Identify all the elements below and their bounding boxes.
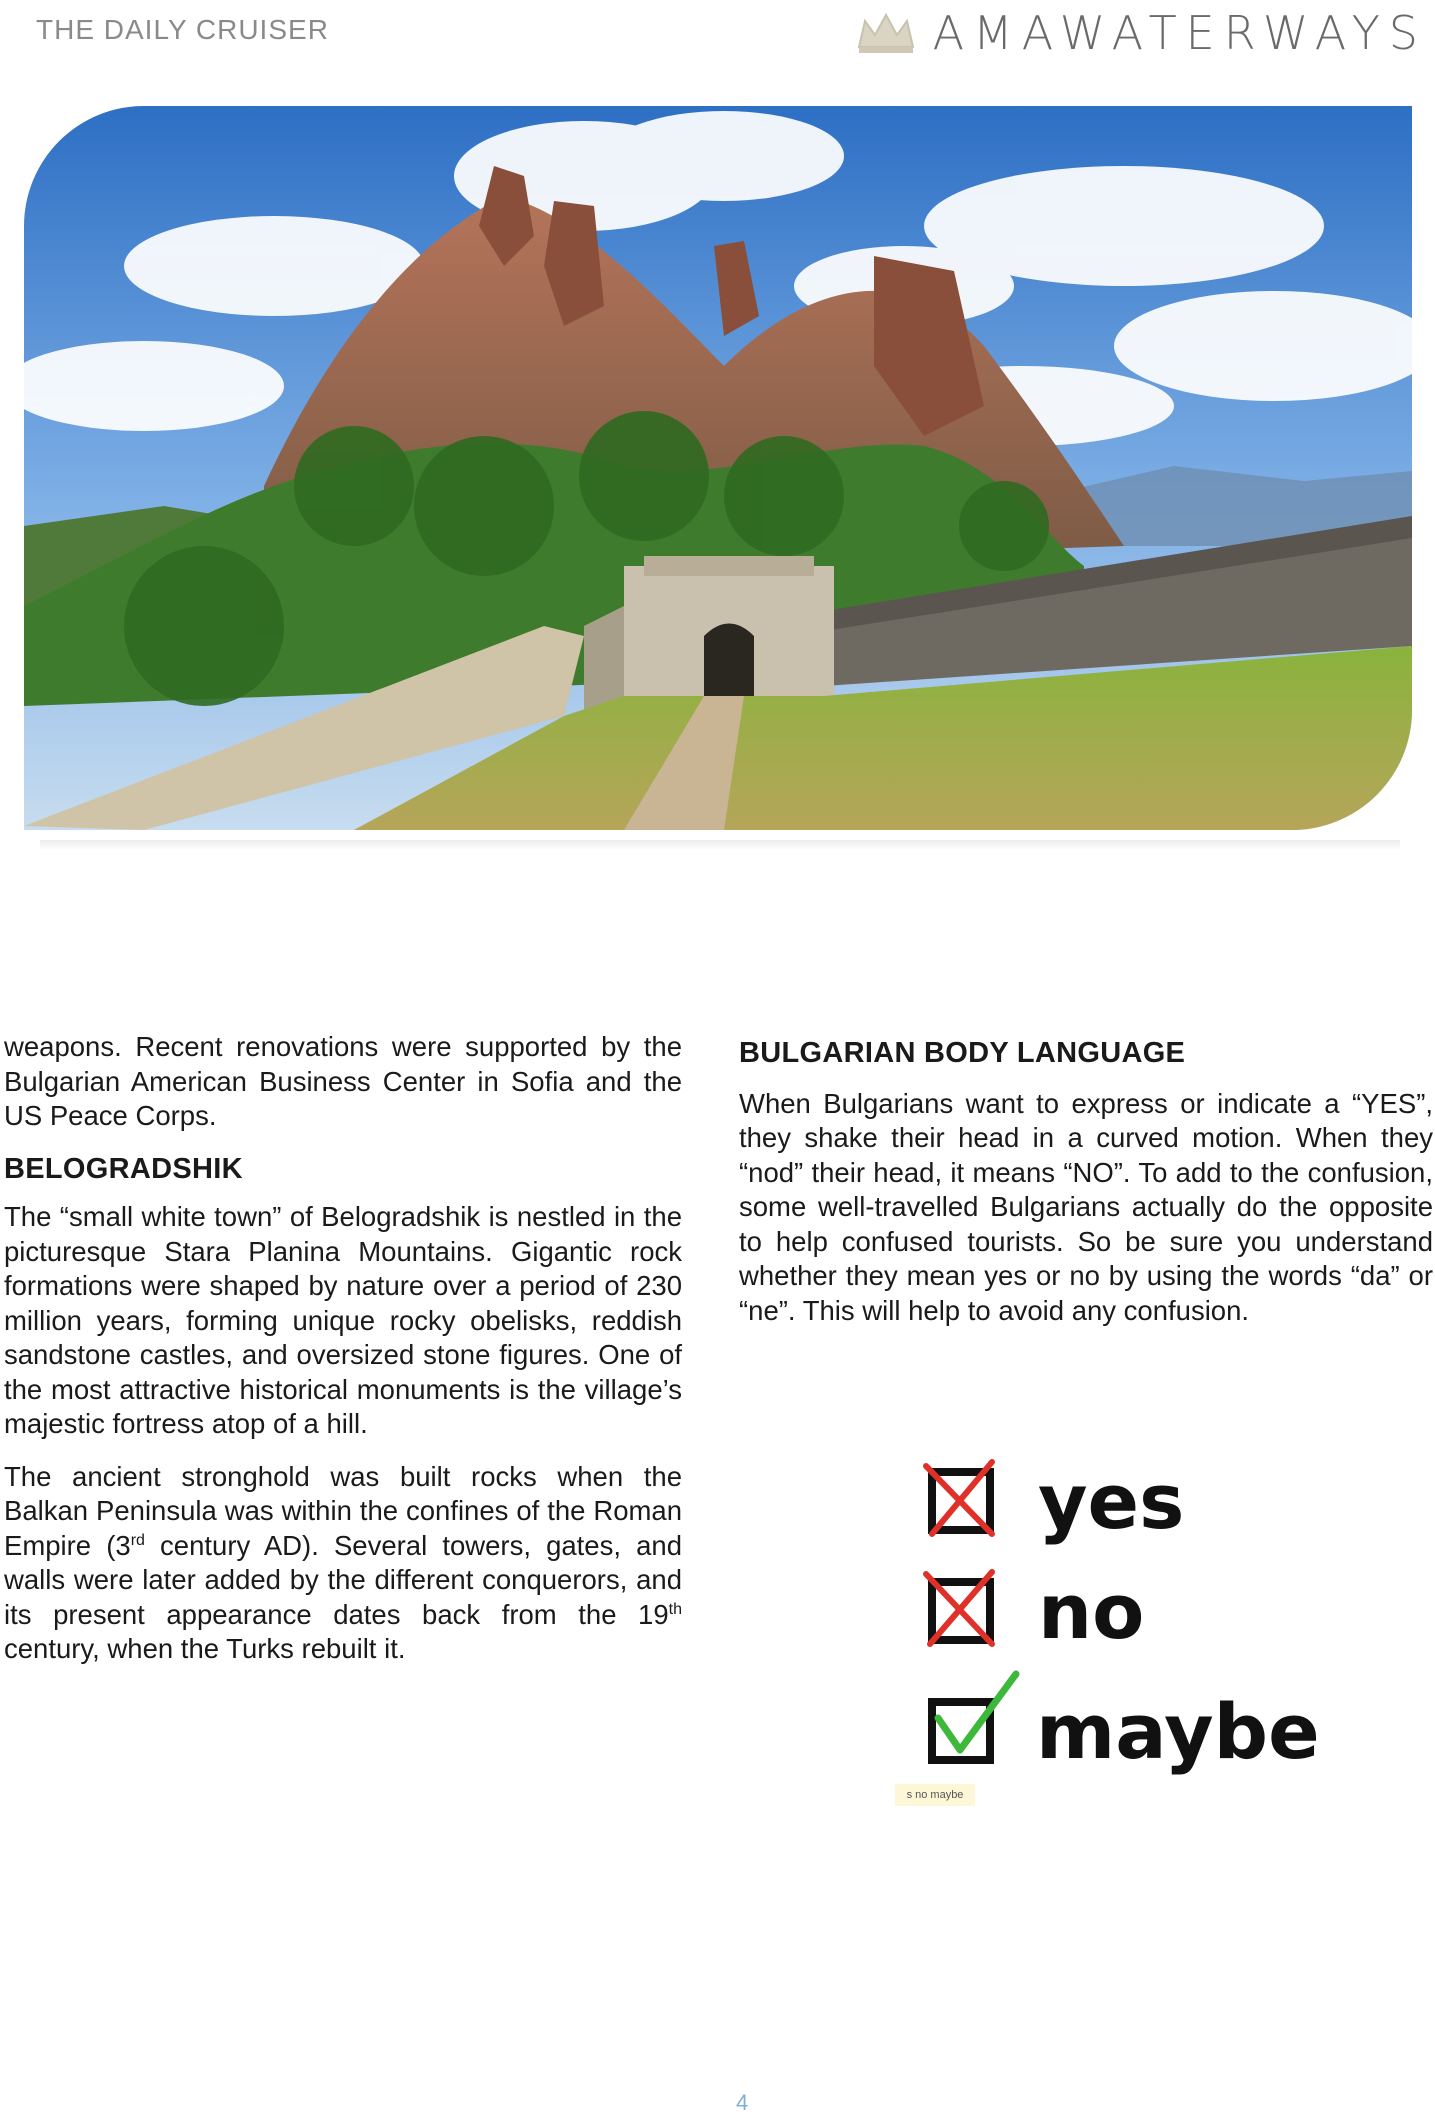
image-caption: s no maybe (895, 1784, 975, 1806)
checkbox-no (926, 1572, 992, 1644)
text-run: The ancient stronghold was built rocks when the Balkan Peninsula was within the confines of the Roman Empire (3 (4, 1460, 682, 1561)
left-column (4, 1030, 682, 1685)
belogradshik-paragraph-1: The “small white town” of Belogradshik is nestled in the picturesque Stara Planina Mountains. Gigantic rock formations were shaped by nature over a period of 230 million years, forming unique rocky obelisks, reddish sandstone castles, and oversized stone figures. One of the most attractive historical monuments is the village’s majestic fortress atop of a hill. (4, 1201, 682, 1439)
hero-photo (24, 106, 1412, 830)
checkbox-yes (926, 1462, 992, 1534)
section-heading-belogradshik: BELOGRADSHIK (4, 1152, 243, 1185)
right-column (739, 1036, 1433, 1346)
section-heading-body-language: BULGARIAN BODY LANGUAGE (739, 1037, 1186, 1069)
intro-paragraph: weapons. Recent renovations were supported by the Bulgarian American Business Center in Sofia and the US Peace Corps. (4, 1031, 682, 1131)
checklist-label-no: no (1038, 1567, 1145, 1656)
ordinal-suffix: rd (130, 1531, 145, 1549)
checkbox-maybe (932, 1674, 1016, 1760)
checklist-label-maybe: maybe (1036, 1687, 1320, 1776)
text-run: century, when the Turks rebuilt it. (4, 1633, 406, 1664)
hero-shadow (40, 840, 1400, 850)
publication-title: THE DAILY CRUISER (36, 14, 329, 45)
belogradshik-paragraph-2 (4, 1460, 682, 1667)
brand-logo (855, 4, 1427, 62)
yes-no-maybe-illustration (920, 1450, 1340, 1830)
check-icon (938, 1674, 1016, 1750)
page-number: 4 (736, 2090, 749, 2115)
body-language-paragraph: When Bulgarians want to express or indicate a “YES”, they shake their head in a curved motion. When they “nod” their head, it means “NO”. To add to the confusion, some well-travelled Bulgarians actually do the opposite to help confused tourists. So be sure you understand whether they mean yes or no by using the words “da” or “ne”. This will help to avoid any confusion. (739, 1087, 1433, 1326)
crown-icon (855, 11, 917, 55)
checklist-label-yes: yes (1038, 1457, 1185, 1546)
ordinal-suffix: th (668, 1600, 682, 1618)
text-run: century AD). Several towers, gates, and walls were later added by the different conquerors, and its present appearance dates back from the 19 (4, 1529, 682, 1630)
brand-name: AMAWATERWAYS (932, 6, 1427, 60)
